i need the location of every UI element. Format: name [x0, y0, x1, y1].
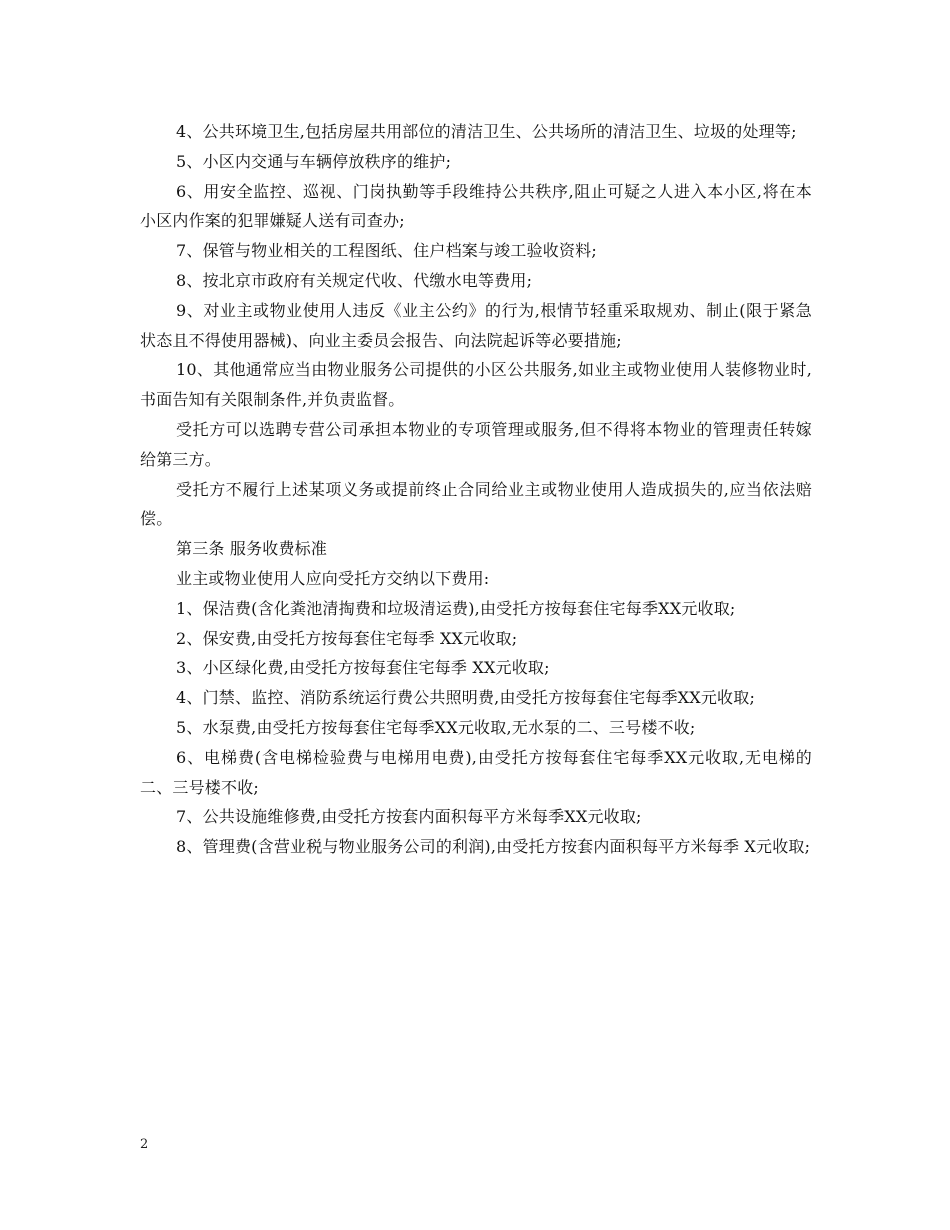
paragraph-compensation: 受托方不履行上述某项义务或提前终止合同给业主或物业使用人造成损失的,应当依法赔偿。: [140, 479, 812, 529]
fee-item-cleaning: 1、保洁费(含化粪池清掏费和垃圾清运费),由受托方按每套住宅每季XX元收取;: [176, 598, 736, 618]
paragraph-item-6-security: 6、用安全监控、巡视、门岗执勤等手段维持公共秩序,阻止可疑之人进入本小区,将在本小区内作案的犯罪嫌疑人送有司查办;: [140, 181, 812, 231]
fee-item-security: 2、保安费,由受托方按每套住宅每季 XX元收取;: [176, 628, 518, 648]
paragraph-item-8-utilities: 8、按北京市政府有关规定代收、代缴水电等费用;: [176, 270, 533, 290]
paragraph-subcontracting: 受托方可以选聘专营公司承担本物业的专项管理或服务,但不得将本物业的管理责任转嫁给第三方。: [140, 419, 812, 469]
section-heading-article-3: 第三条 服务收费标准: [176, 539, 328, 559]
fee-item-elevator: 6、电梯费(含电梯检验费与电梯用电费),由受托方按每套住宅每季XX元收取,无电梯的二、三号楼不收;: [140, 747, 812, 797]
page-number: 2: [140, 1137, 149, 1152]
document-body: [140, 117, 812, 862]
fee-item-systems: 4、门禁、监控、消防系统运行费公共照明费,由受托方按每套住宅每季XX元收取;: [176, 688, 756, 708]
paragraph-item-7-archives: 7、保管与物业相关的工程图纸、住户档案与竣工验收资料;: [176, 241, 597, 261]
paragraph-item-5-traffic: 5、小区内交通与车辆停放秩序的维护;: [176, 151, 452, 171]
paragraph-fees-intro: 业主或物业使用人应向受托方交纳以下费用:: [176, 568, 490, 588]
fee-item-water-pump: 5、水泵费,由受托方按每套住宅每季XX元收取,无水泵的二、三号楼不收;: [176, 717, 696, 737]
fee-item-greening: 3、小区绿化费,由受托方按每套住宅每季 XX元收取;: [176, 658, 550, 678]
paragraph-item-4-sanitation: 4、公共环境卫生,包括房屋共用部位的清洁卫生、公共场所的清洁卫生、垃圾的处理等;: [176, 122, 797, 141]
fee-item-management: 8、管理费(含营业税与物业服务公司的利润),由受托方按套内面积每平方米每季 X元收取;: [176, 837, 811, 857]
fee-item-facility-maintenance: 7、公共设施维修费,由受托方按套内面积每平方米每季XX元收取;: [176, 807, 642, 827]
paragraph-item-9-violations: 9、对业主或物业使用人违反《业主公约》的行为,根情节轻重采取规劝、制止(限于紧急状态且不得使用器械)、向业主委员会报告、向法院起诉等必要措施;: [140, 300, 812, 350]
paragraph-item-10-other-services: 10、其他通常应当由物业服务公司提供的小区公共服务,如业主或物业使用人装修物业时,书面告知有关限制条件,并负责监督。: [140, 360, 812, 410]
